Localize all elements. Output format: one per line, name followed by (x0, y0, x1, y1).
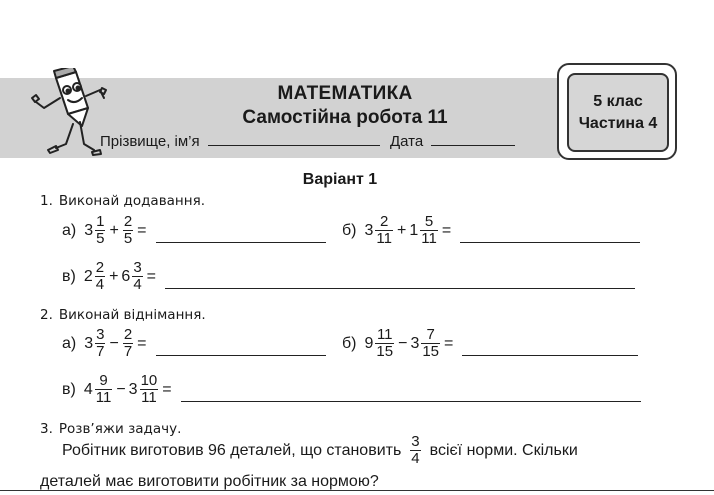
pencil-mascot-icon (18, 68, 108, 160)
task2-a-expr: а) 3 $\frac{3}{7}$ − $\frac{2}{7}$ = (62, 327, 326, 360)
part-label: Частина 4 (578, 114, 658, 132)
bottom-rule (0, 490, 714, 491)
task2-heading: 2. Виконай віднімання. (40, 307, 206, 323)
task1-heading: 1. Виконай додавання. (40, 193, 205, 209)
task3-heading: 3. Розв’яжи задачу. (40, 421, 182, 437)
task2-title: Виконай віднімання. (58, 307, 206, 323)
task2-b-expr: б) 9 $\frac{11}{15}$ − 3 $\frac{7}{15}$ = (342, 327, 638, 360)
answer-line[interactable] (156, 345, 326, 356)
answer-line[interactable] (156, 232, 326, 243)
task1-title: Виконай додавання. (58, 193, 205, 209)
date-label: Дата (389, 133, 424, 150)
task3-text-before: Робітник виготовив 96 деталей, що становить (62, 441, 402, 459)
name-field[interactable] (208, 131, 380, 146)
variant-title: Варіант 1 (302, 171, 378, 188)
date-field[interactable] (431, 131, 515, 146)
task3-text-after: всієї норми. Скільки (429, 441, 578, 459)
work-title: Самостійна робота 11 (242, 107, 448, 128)
subject-title: МАТЕМАТИКА (277, 83, 413, 104)
answer-line[interactable] (181, 391, 641, 402)
task3-line2: деталей має виготовити робітник за нормою? (40, 473, 379, 490)
answer-line[interactable] (165, 278, 635, 289)
task1-v-expr: в) 2 $\frac{2}{4}$ + 6 $\frac{3}{4}$ = (62, 260, 635, 293)
answer-line[interactable] (460, 232, 640, 243)
name-date-row (100, 131, 515, 150)
name-label: Прізвище, ім’я (100, 133, 200, 150)
grade-label: 5 клас (593, 92, 643, 110)
task2-v-expr: в) 4 $\frac{9}{11}$ − 3 $\frac{10}{11}$ = (62, 373, 641, 406)
grade-badge (557, 63, 677, 160)
task3-title: Розв’яжи задачу. (58, 421, 182, 437)
task1-b-expr: б) 3 $\frac{2}{11}$ + 1 $\frac{5}{11}$ = (342, 214, 640, 247)
task1-a-expr: а) 3 $\frac{1}{5}$ + $\frac{2}{5}$ = (62, 214, 326, 247)
answer-line[interactable] (462, 345, 638, 356)
task3-line1: Робітник виготовив 96 деталей, що становить $\frac{3}{4}$ всієї норми. Скільки (62, 433, 578, 467)
